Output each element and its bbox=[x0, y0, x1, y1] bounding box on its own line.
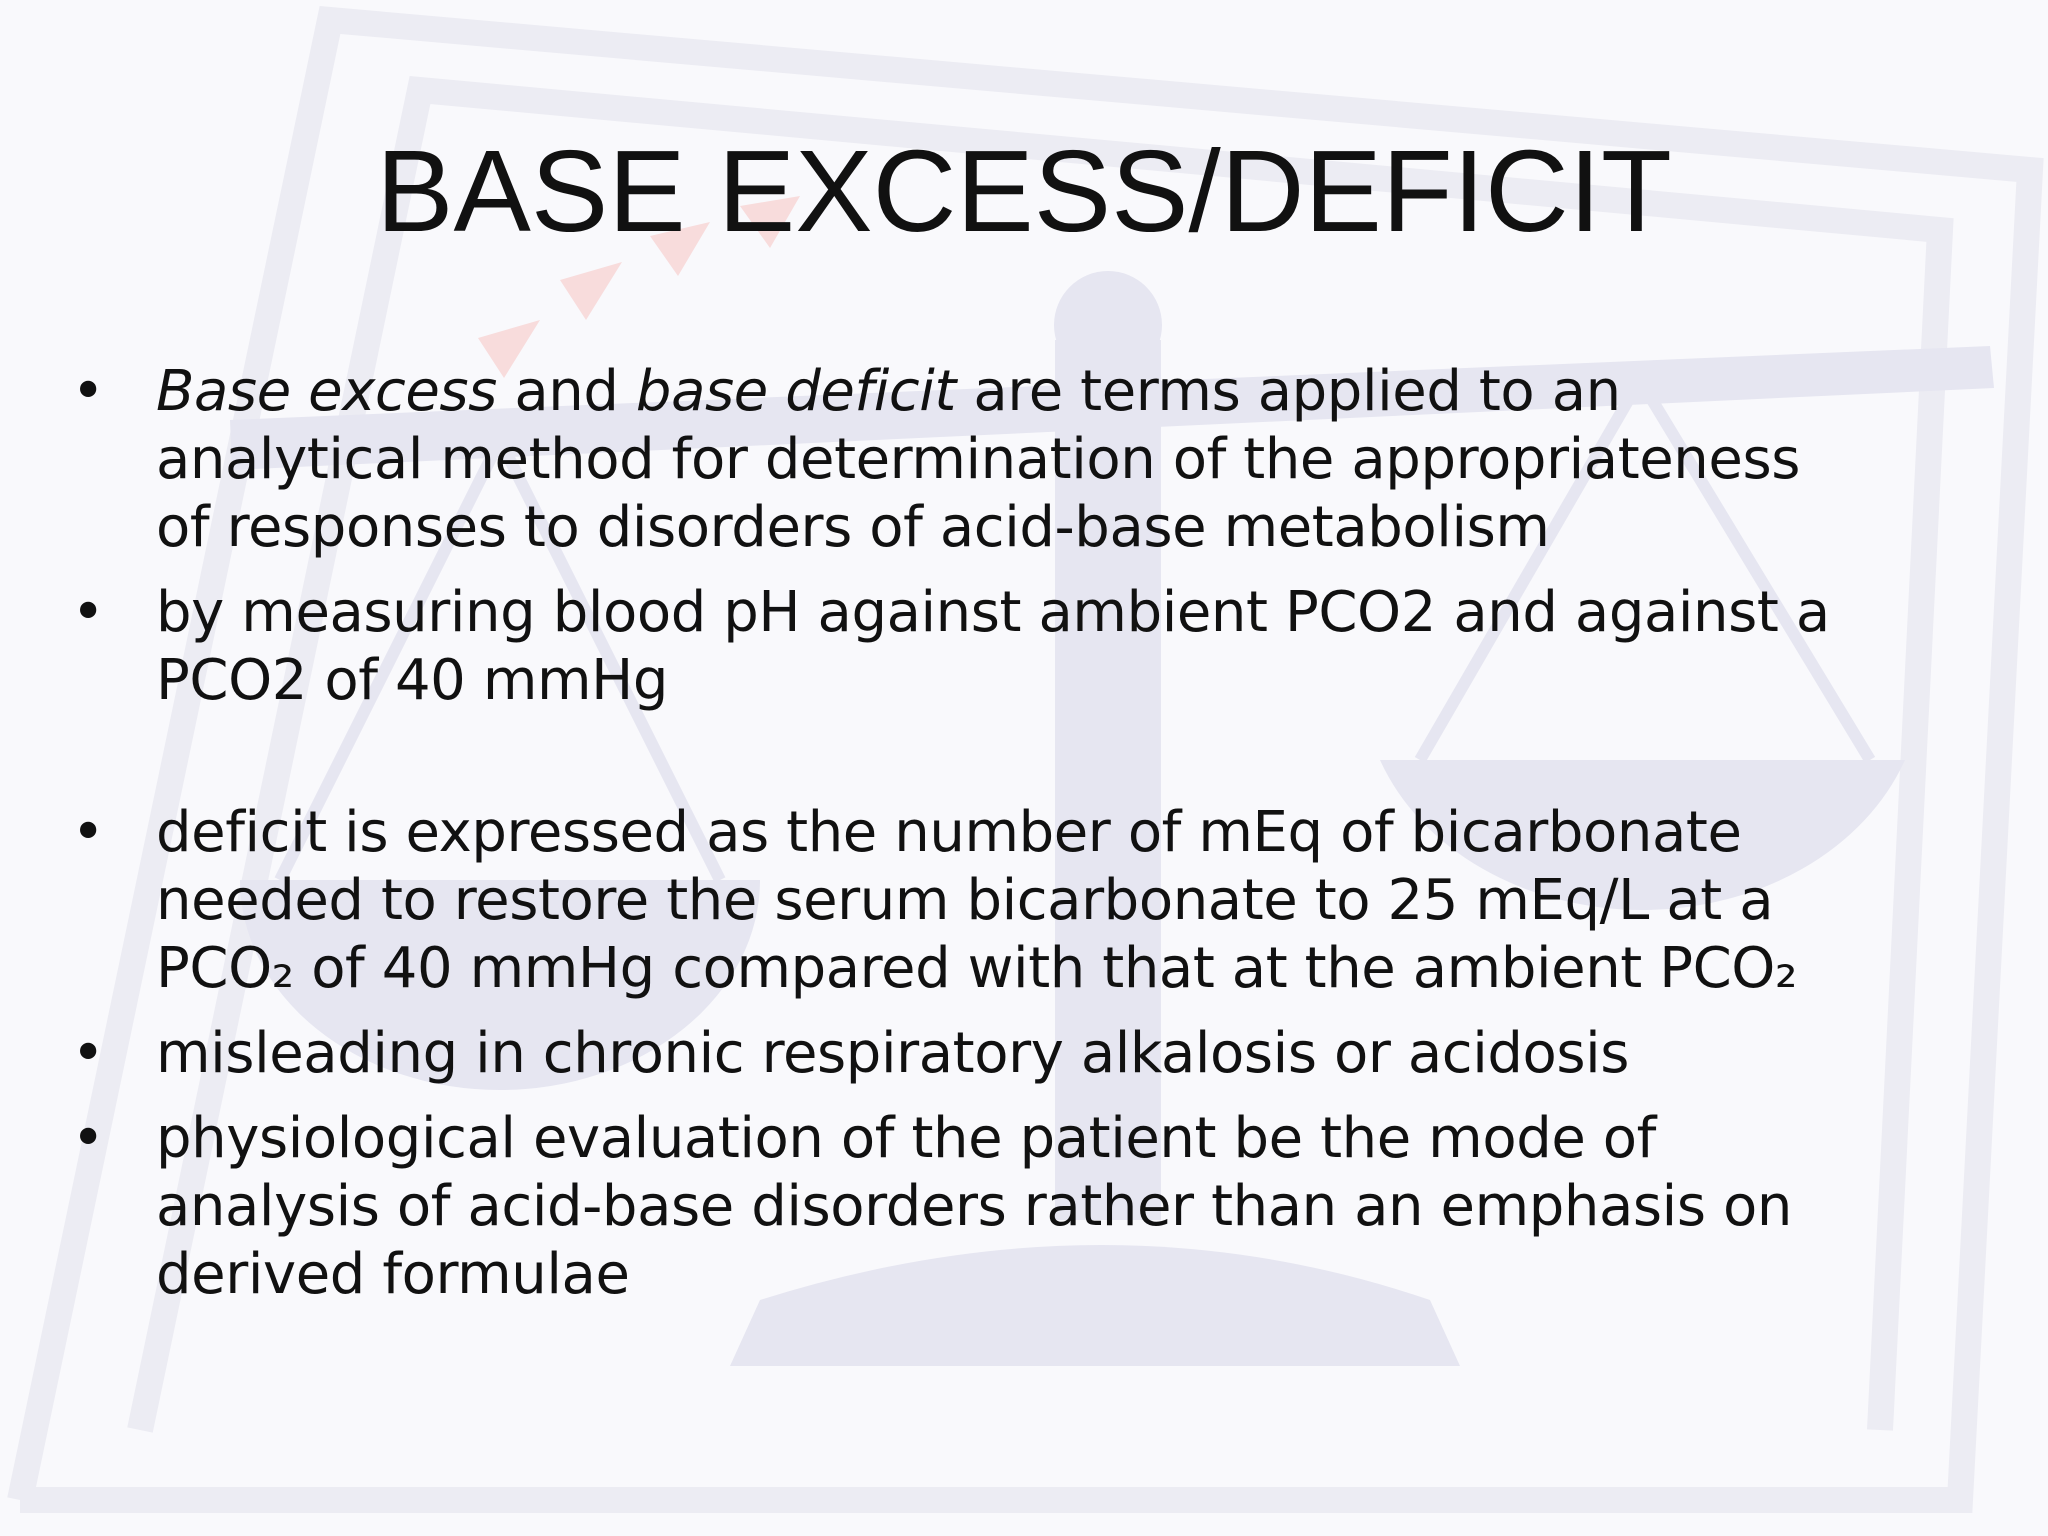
bullet-item bbox=[60, 1105, 1960, 1309]
bullet-line bbox=[156, 426, 1960, 494]
bullet-text: analysis of acid-base disorders rather than an emphasis on bbox=[156, 1174, 1792, 1239]
bullet-line bbox=[156, 647, 1960, 715]
bullet-list bbox=[60, 358, 1960, 1326]
bullet-line bbox=[156, 1241, 1960, 1309]
bullet-dot-icon: • bbox=[71, 580, 105, 645]
italic-term: base deficit bbox=[635, 359, 956, 424]
bullet-dot-icon: • bbox=[71, 359, 105, 424]
bullet-text: derived formulae bbox=[156, 1242, 630, 1307]
bullet-text: by measuring blood pH against ambient PCO2 and against a bbox=[156, 580, 1830, 645]
italic-term: Base excess bbox=[156, 359, 497, 424]
bullet-line bbox=[156, 579, 1960, 647]
bullet-text: are terms applied to an bbox=[956, 359, 1621, 424]
bullet-text: of responses to disorders of acid-base metabolism bbox=[156, 495, 1550, 560]
bullet-text: misleading in chronic respiratory alkalosis or acidosis bbox=[156, 1021, 1630, 1086]
bullet-line bbox=[156, 358, 1960, 426]
bullet-item bbox=[60, 358, 1960, 562]
bullet-dot-icon: • bbox=[71, 1021, 105, 1086]
bullet-item bbox=[60, 579, 1960, 715]
bullet-text: analytical method for determination of the appropriateness bbox=[156, 427, 1801, 492]
bullet-line bbox=[156, 1020, 1960, 1088]
bullet-line bbox=[156, 867, 1960, 935]
bullet-text: and bbox=[496, 359, 636, 424]
bullet-dot-icon: • bbox=[71, 800, 105, 865]
bullet-text: needed to restore the serum bicarbonate to 25 mEq/L at a bbox=[156, 868, 1774, 933]
slide-title: BASE EXCESS/DEFICIT bbox=[376, 126, 1672, 256]
bullet-text: physiological evaluation of the patient be the mode of bbox=[156, 1106, 1656, 1171]
bullet-text: PCO₂ of 40 mmHg compared with that at the ambient PCO₂ bbox=[156, 936, 1798, 1001]
bullet-item bbox=[60, 799, 1960, 1003]
bullet-line bbox=[156, 494, 1960, 562]
bullet-line bbox=[156, 1105, 1960, 1173]
bullet-line bbox=[156, 935, 1960, 1003]
bullet-text: PCO2 of 40 mmHg bbox=[156, 648, 668, 713]
bullet-dot-icon: • bbox=[71, 1106, 105, 1171]
bullet-line bbox=[156, 799, 1960, 867]
bullet-line bbox=[156, 1173, 1960, 1241]
bullet-item bbox=[60, 1020, 1960, 1088]
bullet-text: deficit is expressed as the number of mEq of bicarbonate bbox=[156, 800, 1742, 865]
